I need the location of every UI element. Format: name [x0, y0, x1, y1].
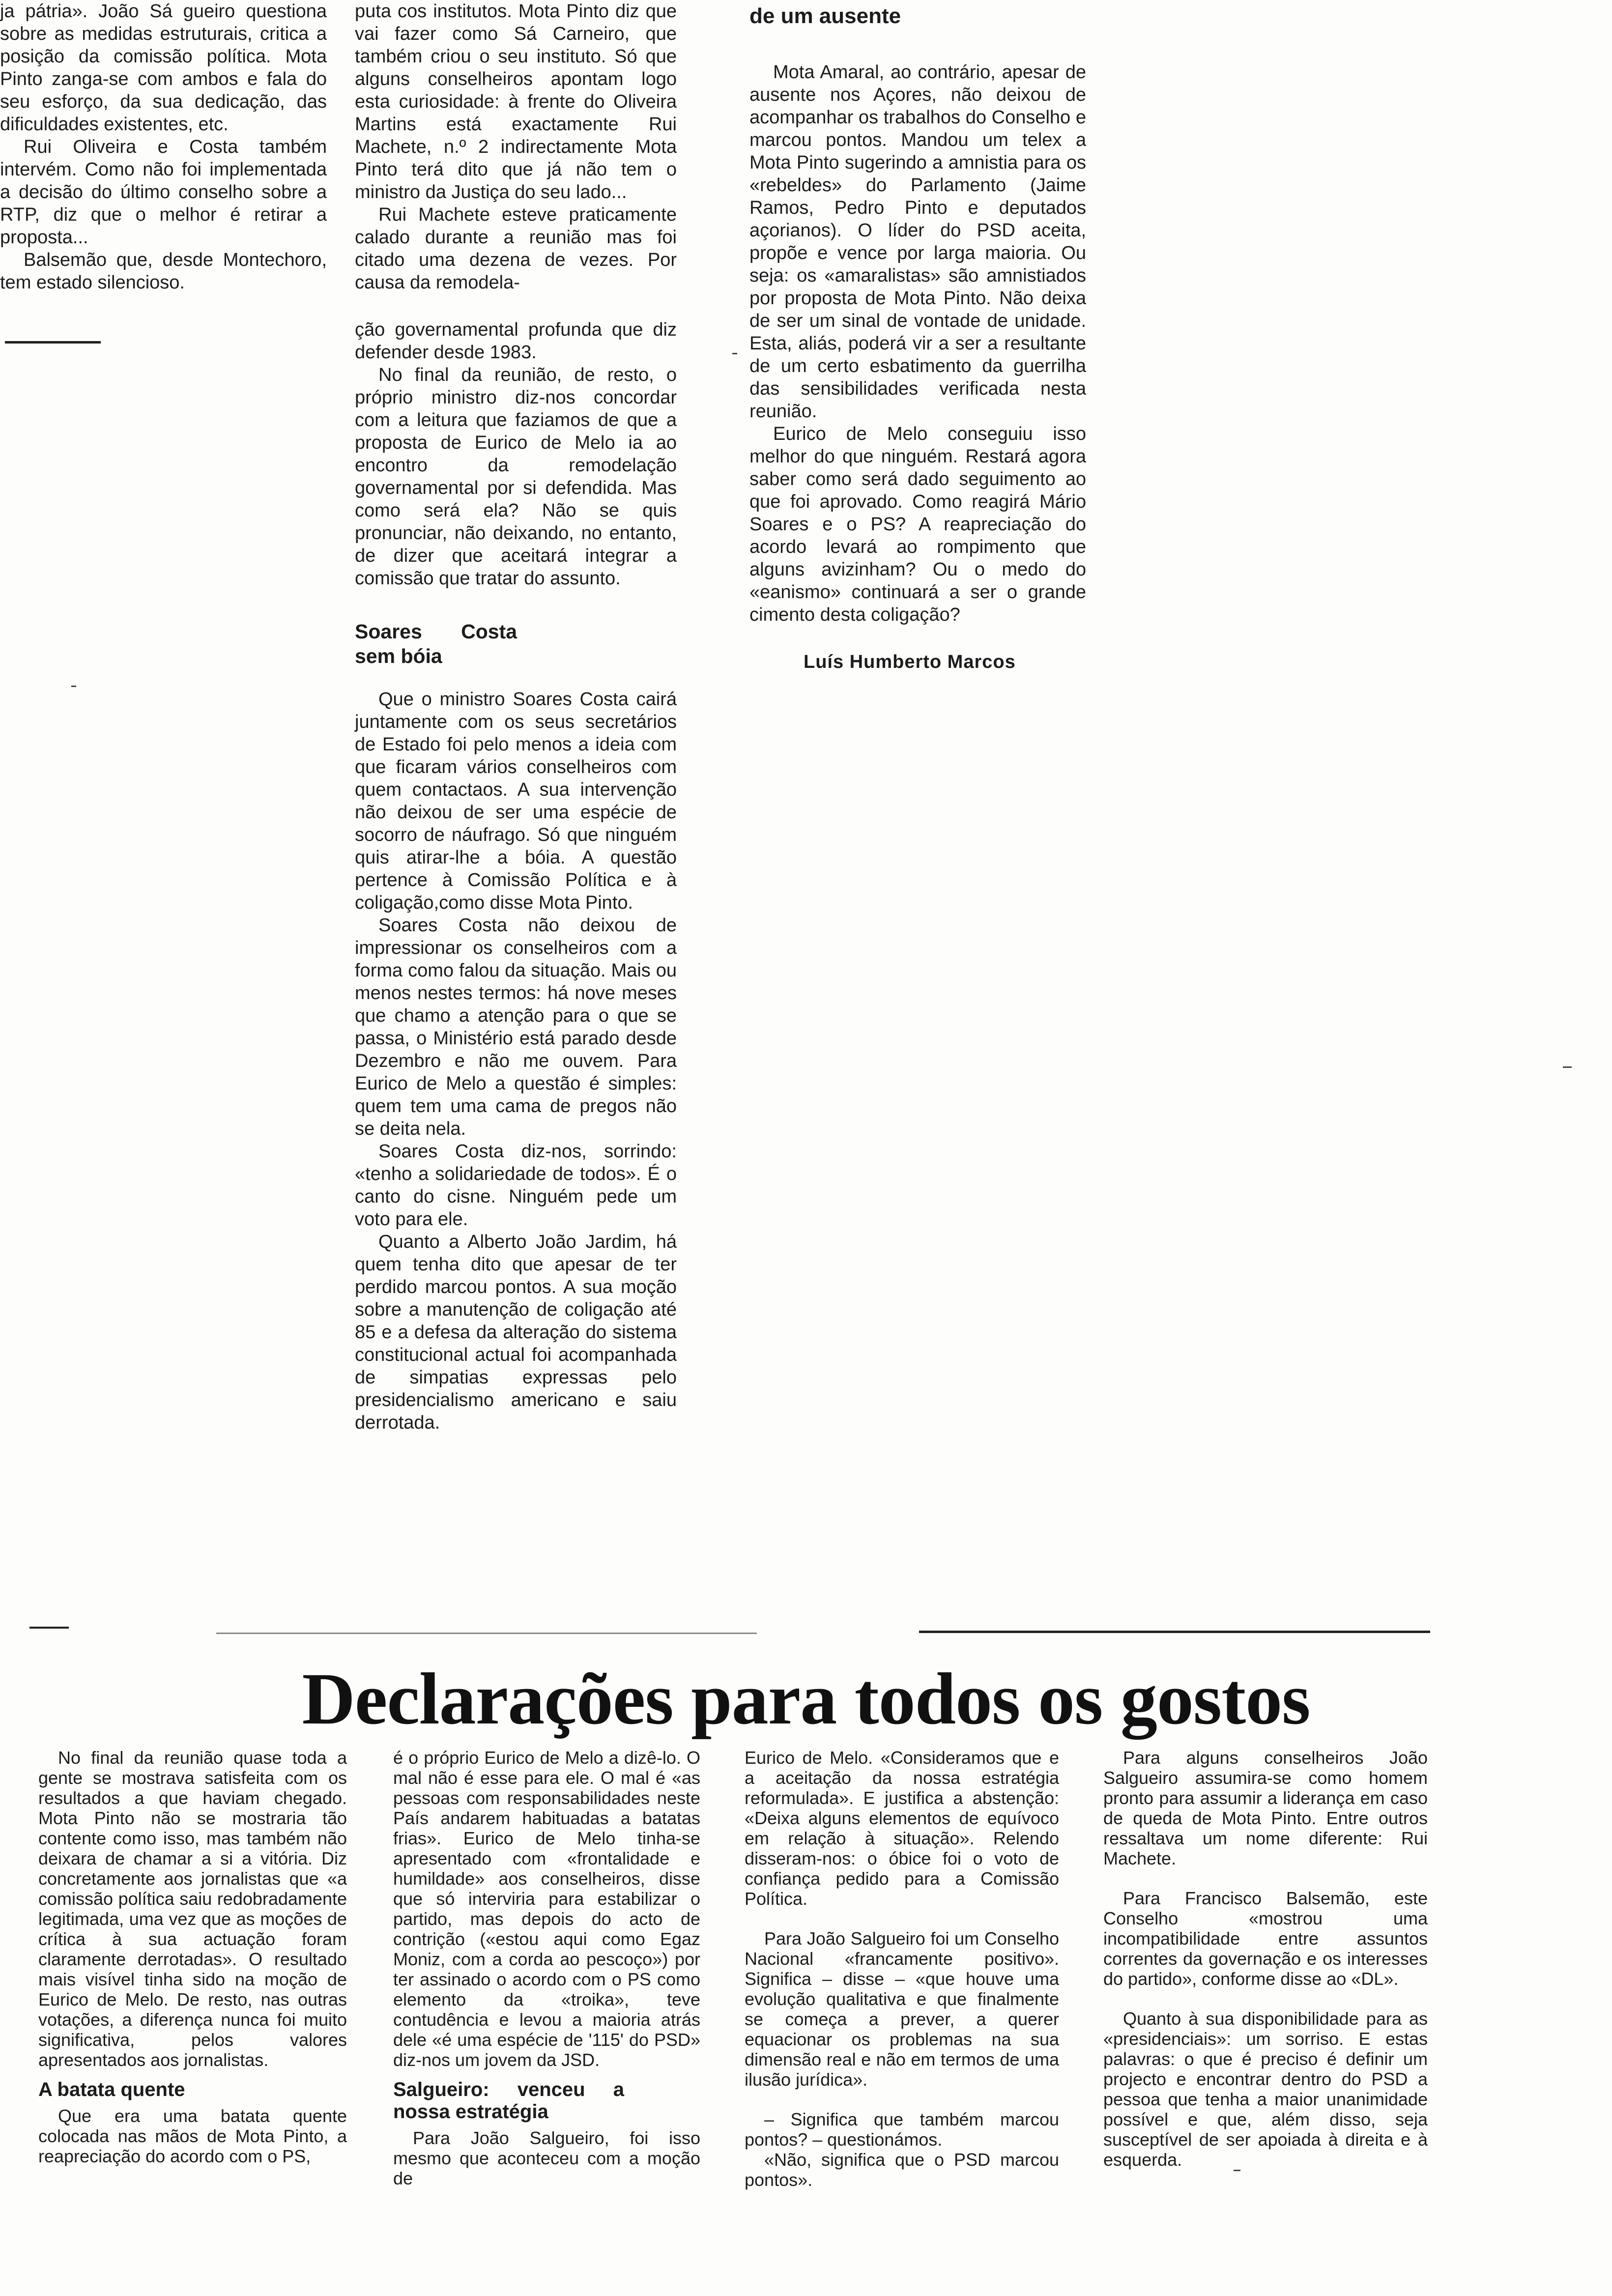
subheading: Soares Costa sem bóia	[355, 620, 517, 667]
section-divider-left	[29, 1627, 69, 1629]
scan-speck	[71, 686, 76, 687]
paragraph: Eurico de Melo conseguiu isso melhor do que ninguém. Restará agora saber como será dado seguimento ao que foi aprovado. Como reagirá Mário Soares e o PS? A reapreciação do acordo levará ao rompimento que alguns avizinham? Ou o medo do «eanismo» continuará a ser o grande cimento desta coligação?	[749, 424, 1086, 625]
paragraph: Rui Oliveira e Costa também intervém. Como não foi implementada a decisão do último conselho sobre a RTP, diz que o melhor é retirar a proposta...	[0, 137, 327, 248]
section-kicker: de um ausente	[749, 4, 901, 28]
lower-column-3	[745, 1748, 1059, 2190]
paragraph: Rui Machete esteve praticamente calado durante a reunião mas foi citado uma dezena de vezes. Por causa da remodela-	[355, 204, 677, 293]
lower-column-2	[393, 1748, 700, 2188]
paragraph: Mota Amaral, ao contrário, apesar de ausente nos Açores, não deixou de acompanhar os trabalhos do Conselho e marcou pontos. Mandou um telex a Mota Pinto sugerindo a amnistia para os «rebeldes» do Parlamento (Jaime Ramos, Pedro Pinto e deputados açorianos). O líder do PSD aceita, propõe e vence por larga maioria. Ou seja: os «amaralistas» são amnistiados por proposta de Mota Pinto. Não deixa de ser um sinal de vontade de unidade. Esta, aliás, poderá vir a ser a resultante de um certo esbatimento da guerrilha das sensibilidades verificada nesta reunião.	[749, 62, 1086, 422]
paragraph: – Significa que também marcou pontos? – questionámos.	[745, 2109, 1059, 2150]
paragraph: Soares Costa diz-nos, sorrindo: «tenho a solidariedade de todos». É o canto do cisne. Ninguém pede um voto para ele.	[355, 1141, 677, 1230]
paragraph: «Não, significa que o PSD marcou pontos».	[745, 2150, 1059, 2190]
scan-speck	[1234, 2170, 1240, 2171]
paragraph: Para alguns conselheiros João Salgueiro assumira-se como homem pronto para assumir a liderança em caso de queda de Mota Pinto. Entre outros ressaltava um nome diferente: Rui Machete.	[1103, 1748, 1428, 1868]
subheading: A batata quente	[38, 2079, 185, 2100]
paragraph: Balsemão que, desde Montechoro, tem estado silencioso.	[0, 250, 327, 293]
paragraph: Eurico de Melo. «Consideramos que e a aceitação da nossa estratégia reformulada». E justifica a abstenção: «Deixa alguns elementos de equívoco em relação à situação». Relendo disseram-nos: o óbice foi o voto de confiança pedido para a Comissão Política.	[745, 1748, 1059, 1909]
paragraph: Que o ministro Soares Costa cairá juntamente com os seus secretários de Estado foi pelo menos a ideia com que ficaram vários conselheiros com quem contactaos. A sua intervenção não deixou de ser uma espécie de socorro de náufrago. Só que ninguém quis atirar-lhe a bóia. A questão pertence à Comissão Política e à coligação,como disse Mota Pinto.	[355, 689, 677, 913]
paragraph: No final da reunião, de resto, o próprio ministro diz-nos concordar com a leitura que faziamos de que a proposta de Eurico de Melo ia ao encontro da remodelação governamental por si defendida. Mas como será ela? Não se quis pronunciar, não deixando, no entanto, de dizer que aceitará integrar a comissão que tratar do assunto.	[355, 365, 677, 589]
paragraph: Para João Salgueiro foi um Conselho Nacional «francamente positivo». Significa – disse – «que houve uma evolução qualitativa e que finalmente se começa a prever, a querer equacionar os problemas na sua dimensão real e não em termos de uma ilusão jurídica».	[745, 1928, 1059, 2090]
paragraph: Para Francisco Balsemão, este Conselho «mostrou uma incompatibilidade entre assuntos correntes da governação e os interesses do partido», conforme disse ao «DL».	[1103, 1888, 1428, 1989]
section-divider-right	[919, 1631, 1430, 1633]
subheading: Salgueiro: venceu a nossa estratégia	[393, 2079, 624, 2123]
headline: Declarações para todos os gostos	[302, 1658, 1310, 1740]
lower-column-4	[1103, 1748, 1428, 2170]
paragraph: ção governamental profunda que diz defender desde 1983.	[355, 319, 677, 363]
paragraph: Soares Costa não deixou de impressionar os conselheiros com a forma como falou da situação. Mais ou menos nestes termos: há nove meses que chamo a atenção para o que se passa, o Ministério está parado desde Dezembro e não me ouvem. Para Eurico de Melo a questão é simples: quem tem uma cama de pregos não se deita nela.	[355, 915, 677, 1139]
paragraph: No final da reunião quase toda a gente se mostrava satisfeita com os resultados a que haviam chegado. Mota Pinto não se mostraria tão contente como isso, mas também não deixara de chamar a si a vitória. Diz concretamente aos jornalistas que «a comissão política saiu redobradamente legitimada, uma vez que as moções de crítica à sua actuação foram claramente derrotadas». O resultado mais visível tinha sido na moção de Eurico de Melo. De resto, nas outras votações, a diferença nunca foi muito significativa, pelos valores apresentados aos jornalistas.	[38, 1748, 347, 2070]
scan-speck	[1563, 1066, 1572, 1068]
paragraph: é o próprio Eurico de Melo a dizê-lo. O mal não é esse para ele. O mal é «as pessoas com responsabilidades neste País andarem habituadas a batatas frias». Eurico de Melo tinha-se apresentado com «frontalidade e humildade» aos conselheiros, disse que só interviria para estabilizar o partido, mas depois do acto de contrição («estou aqui como Egaz Moniz, com a corda ao pescoço») por ter assinado o acordo com o PS como elemento da «troika», teve contudência e levou a maioria atrás dele «é uma espécie de '115' do PSD» diz-nos um jovem da JSD.	[393, 1748, 700, 2070]
article-column-1	[0, 0, 327, 294]
column-end-rule	[5, 341, 101, 344]
paragraph: Quanto à sua disponibilidade para as «presidenciais»: um sorriso. E estas palavras: o que é preciso é definir um projecto e encontrar dentro do PSD a pessoa que tenha a maior unanimidade possível e que, além disso, seja susceptível de ser apoiada à direita e à esquerda.	[1103, 2009, 1428, 2170]
article-column-3	[749, 4, 1086, 673]
paragraph: Quanto a Alberto João Jardim, há quem tenha dito que apesar de ter perdido marcou pontos. A sua moção sobre a manutenção de coligação até 85 e a defesa da alteração do sistema constitucional actual foi acompanhada de simpatias expressas pelo presidencialismo americano e saiu derrotada.	[355, 1232, 677, 1433]
section-divider-mid	[216, 1633, 757, 1634]
byline: Luís Humberto Marcos	[804, 652, 1016, 672]
paragraph: Para João Salgueiro, foi isso mesmo que aconteceu com a moção de	[393, 2128, 700, 2188]
paragraph: puta cos institutos. Mota Pinto diz que vai fazer como Sá Carneiro, que também criou o seu instituto. Só que alguns conselheiros apontam logo esta curiosidade: à frente do Oliveira Martins está exactamente Rui Machete, n.º 2 indirectamente Mota Pinto terá dito que já não tem o ministro da Justiça do seu lado...	[355, 1, 677, 202]
article-column-2	[355, 0, 677, 1434]
lower-column-1	[38, 1748, 347, 2166]
paragraph: ja pátria». João Sá gueiro questiona sobre as medidas estruturais, critica a posição da comissão política. Mota Pinto zanga-se com ambos e fala do seu esforço, da sua dedicação, das dificuldades existentes, etc.	[0, 1, 327, 135]
scan-speck	[732, 353, 737, 354]
paragraph: Que era uma batata quente colocada nas mãos de Mota Pinto, a reapreciação do acordo com o PS,	[38, 2106, 347, 2166]
